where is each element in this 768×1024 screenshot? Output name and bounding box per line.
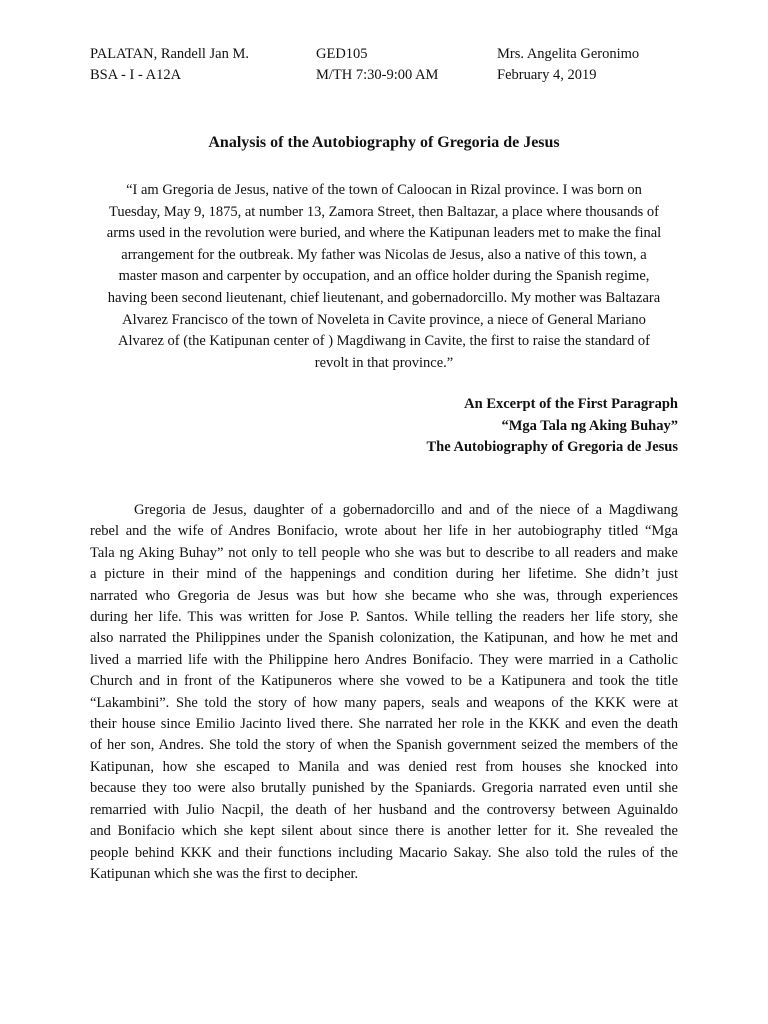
paragraph-line: lived a married life with the Philippine hero Andres Bonifacio. They were married in a Catholic [90,651,678,668]
paragraph-line: narrated who Gregoria de Jesus was but how she became who she was, through experiences [90,587,678,604]
quote-source [90,394,678,459]
paragraph-line: Tala ng Aking Buhay” not only to tell people who she was but to describe to all readers and make [90,544,678,561]
instructor-name: Mrs. Angelita Geronimo [497,46,640,62]
excerpt-quote [90,180,678,374]
quote-line: Tuesday, May 9, 1875, at number 13, Zamora Street, then Baltazar, a place where thousands of [109,203,659,220]
source-excerpt-label: An Excerpt of the First Paragraph [464,396,678,412]
course-info [316,44,438,86]
quote-line: having been second lieutenant, chief lieutenant, and gobernadorcillo. My mother was Baltazara [107,289,661,306]
paragraph-line: because they too were also brutally punished by the Spaniards. Gregoria narrated even until she [90,780,678,797]
student-section: BSA - I - A12A [90,67,182,83]
document-title: Analysis of the Autobiography of Gregoria de Jesus [208,134,560,151]
paragraph-line: their house since Emilio Jacinto lived there. She narrated her role in the KKK and even the death [90,716,678,733]
student-name: PALATAN, Randell Jan M. [90,46,250,62]
student-info [90,44,249,86]
document-header [90,44,690,88]
quote-line: Alvarez Francisco of the town of Noveleta in Cavite province, a niece of General Mariano [122,311,646,328]
course-code: GED105 [316,46,368,62]
paragraph-line: remarried with Julio Nacpil, the death of her husband and the controversy between Aguinaldo [90,801,678,818]
paragraph-line: a picture in their mind of the happenings and condition during her lifetime. She didn’t just [90,566,678,583]
quote-line: Alvarez of (the Katipunan center of ) Magdiwang in Cavite, the first to raise the standard of [118,333,650,350]
paragraph-line: of her son, Andres. She told the story of when the Spanish government seized the members of the [90,737,678,754]
paragraph-line: during her life. This was written for Jose P. Santos. While telling the readers her life story, she [90,609,678,626]
paragraph-line: also narrated the Philippines under the Spanish colonization, the Katipunan, and how he met and [90,630,678,647]
quote-line: “I am Gregoria de Jesus, native of the town of Caloocan in Rizal province. I was born on [126,182,642,198]
paragraph-line: Katipunan, how she escaped to Manila and was denied rest from houses she knocked into [90,758,678,775]
paragraph-line: Gregoria de Jesus, daughter of a gobernadorcillo and and of the niece of a Magdiwang [134,502,678,518]
paragraph-line: “Lakambini”. She told the story of how many papers, seals and weapons of the KKK were at [90,694,678,711]
paragraph-line: Church and in front of the Katipuneros where she vowed to be a Katipunera and took the title [90,673,678,690]
quote-line: arms used in the revolution were buried, and where the Katipunan leaders met to make the final [106,225,662,242]
instructor-info [497,44,639,86]
paragraph-line: people behind KKK and their functions including Macario Sakay. She also told the rules of the [90,844,678,861]
paragraph-line: rebel and the wife of Andres Bonifacio, wrote about her life in her autobiography titled “Mga [90,523,678,540]
source-book-title: “Mga Tala ng Aking Buhay” [501,417,678,434]
course-schedule: M/TH 7:30-9:00 AM [316,67,439,83]
submission-date: February 4, 2019 [497,67,597,83]
quote-line: revolt in that province.” [314,354,454,371]
source-book-subtitle: The Autobiography of Gregoria de Jesus [426,439,678,455]
paragraph-line: Katipunan which she was the first to decipher. [90,865,359,882]
quote-line: arrangement for the outbreak. My father was Nicolas de Jesus, also a native of this town, a [121,246,647,263]
quote-line: master mason and carpenter by occupation, and an office holder during the Spanish regime, [118,268,650,285]
analysis-paragraph [90,500,678,885]
paragraph-line: and Bonifacio which she kept silent about since there is another letter for it. She revealed the [90,823,678,840]
